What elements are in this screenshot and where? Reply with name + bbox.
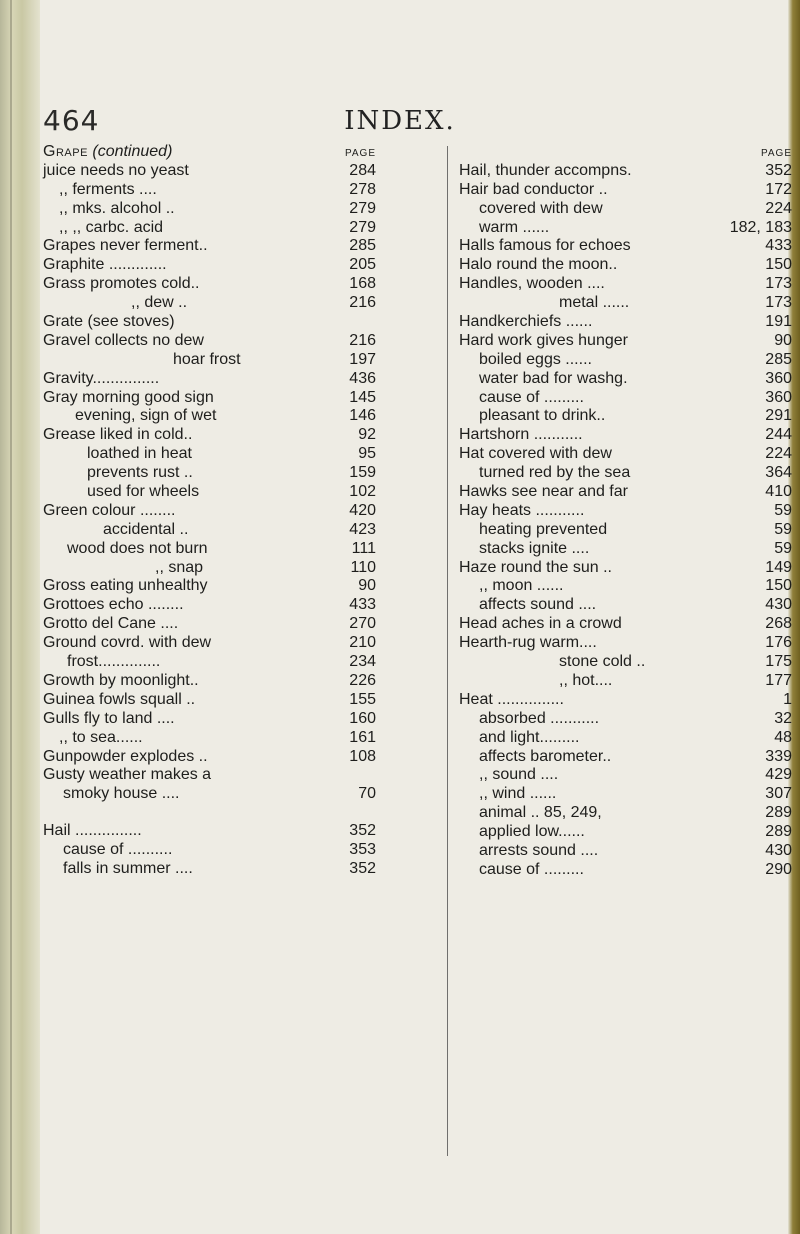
index-entry [43, 483, 376, 502]
index-entry [459, 483, 792, 502]
index-entry [459, 842, 792, 861]
entry-page: 95 [358, 445, 376, 463]
entry-page: 352 [765, 161, 792, 179]
entry-page: 150 [765, 256, 792, 274]
entry-page: 145 [349, 388, 376, 406]
entry-text: ,, to sea...... [59, 728, 143, 746]
book-gutter [0, 0, 40, 1234]
entry-page: 436 [349, 369, 376, 387]
entry-page: 360 [765, 369, 792, 387]
entry-text: ,, sound .... [479, 766, 559, 784]
entry-text: boiled eggs ...... [479, 350, 592, 368]
entry-page: 268 [765, 615, 792, 633]
index-entry [43, 577, 376, 596]
index-entry [459, 275, 792, 294]
entry-page: 173 [765, 294, 792, 312]
entry-page: 353 [349, 841, 376, 859]
index-entry [459, 351, 792, 370]
index-entry [43, 596, 376, 615]
index-entry [459, 181, 792, 200]
right-column [459, 143, 792, 880]
index-entry [459, 653, 792, 672]
index-entry [43, 521, 376, 540]
index-entry [459, 162, 792, 181]
entry-text: ,, moon ...... [479, 577, 564, 595]
index-entry [43, 710, 376, 729]
page-number: 464 [43, 104, 100, 137]
entry-page: 172 [765, 180, 792, 198]
entry-text: Hard work gives hunger [459, 331, 628, 349]
index-entry [459, 559, 792, 578]
index-entry [459, 691, 792, 710]
entry-text: absorbed ........... [479, 709, 600, 727]
index-entry [43, 729, 376, 748]
entry-page: 90 [774, 331, 792, 349]
entry-text: Handles, wooden .... [459, 275, 605, 293]
page-title: INDEX. [344, 106, 456, 136]
entry-page: 146 [349, 407, 376, 425]
left-entries [43, 162, 376, 879]
index-entry [459, 634, 792, 653]
index-entry [459, 256, 792, 275]
index-entry [459, 596, 792, 615]
index-entry [459, 219, 792, 238]
entry-text: affects sound .... [479, 596, 597, 614]
right-entries [459, 162, 792, 880]
entry-gap [43, 804, 376, 822]
continued-heading [43, 143, 172, 162]
entry-text: Hair bad conductor .. [459, 180, 608, 198]
index-entry [459, 615, 792, 634]
entry-text: ,, wind ...... [479, 785, 557, 803]
entry-page: 429 [765, 766, 792, 784]
index-entry [43, 313, 376, 332]
entry-text: Grotto del Cane .... [43, 615, 179, 633]
entry-page: 352 [349, 859, 376, 877]
entry-page: 433 [765, 237, 792, 255]
entry-text: evening, sign of wet [75, 407, 217, 425]
entry-text: affects barometer.. [479, 747, 612, 765]
entry-text: Guinea fowls squall .. [43, 690, 196, 708]
entry-page: 177 [765, 671, 792, 689]
entry-text: cause of ......... [479, 388, 584, 406]
index-entry [459, 370, 792, 389]
index-entry [459, 407, 792, 426]
entry-page: 102 [349, 483, 376, 501]
entry-text: Haze round the sun .. [459, 558, 612, 576]
entry-page: 92 [358, 426, 376, 444]
index-entry [43, 860, 376, 879]
entry-text: ,, snap [155, 558, 204, 576]
index-entry [459, 540, 792, 559]
index-entry [43, 370, 376, 389]
entry-text: Green colour ........ [43, 501, 176, 519]
entry-page: 360 [765, 388, 792, 406]
entry-page: 150 [765, 577, 792, 595]
entry-text: metal ...... [559, 294, 630, 312]
entry-page: 270 [349, 615, 376, 633]
index-entry [43, 841, 376, 860]
index-entry [459, 389, 792, 408]
entry-page: 216 [349, 294, 376, 312]
entry-text: falls in summer .... [63, 859, 193, 877]
entry-text: Hartshorn ........... [459, 426, 583, 444]
entry-text: Hearth-rug warm.... [459, 634, 597, 652]
index-entry [459, 672, 792, 691]
entry-text: Hawks see near and far [459, 483, 628, 501]
entry-page: 111 [351, 539, 376, 557]
entry-page: 352 [349, 822, 376, 840]
index-entry [43, 332, 376, 351]
index-entry [43, 351, 376, 370]
entry-text: loathed in heat [87, 445, 192, 463]
entry-page: 1 [783, 690, 792, 708]
entry-text: Gusty weather makes a [43, 766, 212, 784]
entry-page: 410 [765, 483, 792, 501]
entry-page: 32 [774, 709, 792, 727]
entry-text: Hay heats ........... [459, 501, 585, 519]
index-entry [459, 710, 792, 729]
index-entry [43, 445, 376, 464]
entry-page: 279 [349, 199, 376, 217]
index-entry [43, 653, 376, 672]
entry-text: pleasant to drink.. [479, 407, 606, 425]
entry-text: Gunpowder explodes .. [43, 747, 208, 765]
entry-text: Hail ............... [43, 822, 142, 840]
entry-page: 176 [765, 634, 792, 652]
index-entry [43, 766, 376, 785]
entry-text: Grease liked in cold.. [43, 426, 193, 444]
entry-text: ,, ,, carbc. acid [59, 218, 164, 236]
index-entry [43, 200, 376, 219]
index-entry [43, 691, 376, 710]
entry-text: Gravity............... [43, 369, 160, 387]
entry-page: 339 [765, 747, 792, 765]
index-entry [43, 559, 376, 578]
entry-text: smoky house .... [63, 785, 180, 803]
index-entry [43, 162, 376, 181]
entry-text: water bad for washg. [479, 369, 628, 387]
index-entry [459, 823, 792, 842]
entry-text: used for wheels [87, 483, 200, 501]
entry-text: cause of .......... [63, 841, 173, 859]
entry-text: ,, dew .. [131, 294, 188, 312]
entry-page: 420 [349, 501, 376, 519]
entry-page: 159 [349, 464, 376, 482]
entry-page: 191 [765, 313, 792, 331]
index-entry [459, 426, 792, 445]
index-entry [43, 822, 376, 841]
index-entry [43, 219, 376, 238]
index-entry [459, 766, 792, 785]
index-entry [43, 389, 376, 408]
entry-page: 59 [774, 539, 792, 557]
entry-page: 289 [765, 823, 792, 841]
entry-page: 205 [349, 256, 376, 274]
entry-page: 285 [349, 237, 376, 255]
index-entry [459, 200, 792, 219]
left-column [43, 143, 376, 879]
index-entry [459, 464, 792, 483]
entry-page: 224 [765, 199, 792, 217]
entry-page: 48 [774, 728, 792, 746]
entry-page: 182, 183 [729, 218, 792, 236]
entry-page: 291 [765, 407, 792, 425]
entry-text: Graphite ............. [43, 256, 167, 274]
index-entry [43, 275, 376, 294]
entry-text: Grass promotes cold.. [43, 275, 200, 293]
entry-page: 234 [349, 653, 376, 671]
entry-page: 197 [349, 350, 376, 368]
entry-page: 108 [349, 747, 376, 765]
entry-text: turned red by the sea [479, 464, 631, 482]
entry-text: wood does not burn [67, 539, 208, 557]
index-entry [459, 577, 792, 596]
entry-text: Gross eating unhealthy [43, 577, 208, 595]
entry-text: Growth by moonlight.. [43, 671, 199, 689]
entry-page: 59 [774, 520, 792, 538]
index-entry [459, 804, 792, 823]
index-entry [43, 672, 376, 691]
index-entry [43, 237, 376, 256]
entry-page: 70 [358, 785, 376, 803]
entry-text: Head aches in a crowd [459, 615, 622, 633]
index-entry [459, 237, 792, 256]
index-entry [459, 313, 792, 332]
entry-text: Gravel collects no dew [43, 331, 204, 349]
entry-text: stacks ignite .... [479, 539, 590, 557]
index-entry [459, 332, 792, 351]
entry-page: 279 [349, 218, 376, 236]
index-entry [43, 426, 376, 445]
index-entry [43, 294, 376, 313]
entry-page: 423 [349, 520, 376, 538]
entry-text: animal .. 85, 249, [479, 804, 602, 822]
index-entry [43, 540, 376, 559]
entry-page: 110 [350, 558, 376, 576]
index-entry [459, 729, 792, 748]
entry-page: 224 [765, 445, 792, 463]
heading-word: Grape [43, 143, 88, 160]
entry-page: 244 [765, 426, 792, 444]
entry-page: 290 [765, 860, 792, 878]
entry-page: 433 [349, 596, 376, 614]
index-entry [459, 294, 792, 313]
entry-text: Halls famous for echoes [459, 237, 631, 255]
index-entry [459, 521, 792, 540]
entry-page: 430 [765, 841, 792, 859]
entry-text: heating prevented [479, 520, 608, 538]
entry-page: 284 [349, 161, 376, 179]
entry-page: 226 [349, 671, 376, 689]
index-entry [43, 615, 376, 634]
entry-page: 289 [765, 804, 792, 822]
entry-text: stone cold .. [559, 653, 646, 671]
entry-page: 285 [765, 350, 792, 368]
index-entry [459, 785, 792, 804]
entry-text: hoar frost [173, 350, 241, 368]
entry-page: 168 [349, 275, 376, 293]
entry-text: Grate (see stoves) [43, 313, 175, 331]
index-entry [459, 861, 792, 880]
entry-page: 155 [349, 690, 376, 708]
entry-page: 149 [765, 558, 792, 576]
entry-page: 210 [349, 634, 376, 652]
index-entry [43, 502, 376, 521]
index-entry [43, 407, 376, 426]
entry-page: 307 [765, 785, 792, 803]
entry-page: 160 [349, 709, 376, 727]
heading-note: (continued) [92, 143, 173, 160]
index-entry [43, 634, 376, 653]
entry-page: 216 [349, 331, 376, 349]
entry-text: Hat covered with dew [459, 445, 612, 463]
left-column-header [43, 143, 376, 162]
index-entry [43, 181, 376, 200]
entry-page: 175 [765, 653, 792, 671]
entry-text: juice needs no yeast [43, 161, 189, 179]
entry-text: and light......... [479, 728, 580, 746]
entry-text: cause of ......... [479, 860, 584, 878]
entry-text: applied low...... [479, 823, 585, 841]
index-entry [43, 464, 376, 483]
entry-page: 364 [765, 464, 792, 482]
entry-page: 430 [765, 596, 792, 614]
index-entry [459, 748, 792, 767]
entry-text: ,, mks. alcohol .. [59, 199, 175, 217]
page-label: PAGE [344, 148, 376, 159]
entry-text: Grottoes echo ........ [43, 596, 184, 614]
right-column-header [459, 143, 792, 162]
entry-text: Handkerchiefs ...... [459, 313, 593, 331]
entry-text: Ground covrd. with dew [43, 634, 212, 652]
entry-text: Grapes never ferment.. [43, 237, 208, 255]
entry-page: 161 [349, 728, 376, 746]
entry-text: Hail, thunder accompns. [459, 161, 632, 179]
entry-page: 278 [349, 180, 376, 198]
entry-page: 90 [358, 577, 376, 595]
entry-text: Heat ............... [459, 690, 564, 708]
entry-text: ,, hot.... [559, 671, 613, 689]
entry-page: 59 [774, 501, 792, 519]
column-divider [447, 146, 448, 1156]
index-entry [459, 445, 792, 464]
entry-text: ,, ferments .... [59, 180, 157, 198]
entry-text: Halo round the moon.. [459, 256, 618, 274]
entry-text: covered with dew [479, 199, 603, 217]
entry-text: prevents rust .. [87, 464, 193, 482]
page-label: PAGE [760, 148, 792, 159]
entry-text: arrests sound .... [479, 841, 599, 859]
entry-text: frost.............. [67, 653, 161, 671]
index-entry [43, 785, 376, 804]
index-entry [43, 748, 376, 767]
entry-text: warm ...... [479, 218, 550, 236]
index-entry [459, 502, 792, 521]
entry-page: 173 [765, 275, 792, 293]
entry-text: Gray morning good sign [43, 388, 214, 406]
index-entry [43, 256, 376, 275]
entry-text: Gulls fly to land .... [43, 709, 175, 727]
entry-text: accidental .. [103, 520, 189, 538]
